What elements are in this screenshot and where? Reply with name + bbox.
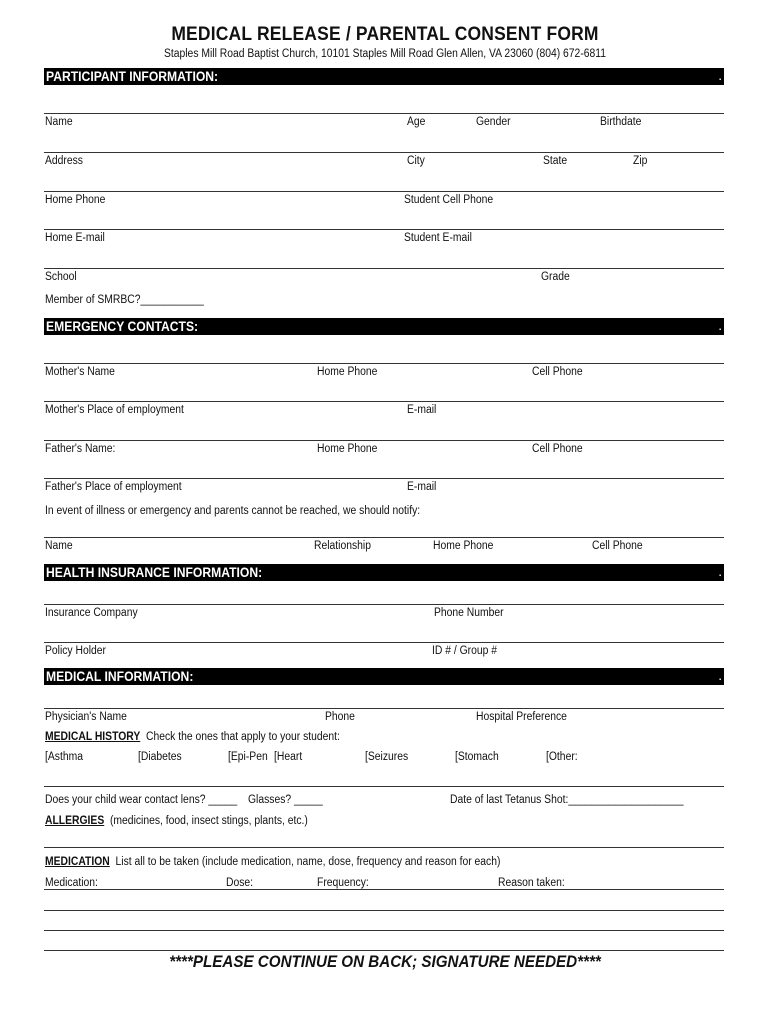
label-contact-lens[interactable]: Does your child wear contact lens? _____ [45, 794, 238, 806]
field-line[interactable] [44, 604, 724, 605]
medication-heading [45, 856, 500, 868]
label-tetanus[interactable]: Date of last Tetanus Shot:____________________ [450, 794, 684, 806]
church-address: Staples Mill Road Baptist Church, 10101 Staples Mill Road Glen Allen, VA 23060 (804) 672-6811 [163, 48, 607, 60]
label-member[interactable]: Member of SMRBC?___________ [45, 294, 204, 306]
form-title: MEDICAL RELEASE / PARENTAL CONSENT FORM [171, 24, 599, 45]
checkbox-bracket: [ [138, 751, 141, 763]
medical-history-label: MEDICAL HISTORY [45, 731, 141, 743]
label-gender: Gender [476, 116, 511, 128]
checkbox-bracket: [ [455, 751, 458, 763]
checkbox-stomach[interactable] [455, 751, 499, 763]
field-line[interactable] [44, 537, 724, 538]
label-insurance-phone: Phone Number [434, 607, 504, 619]
field-line[interactable] [44, 152, 724, 153]
label-student-cell: Student Cell Phone [404, 194, 494, 206]
field-line[interactable] [44, 401, 724, 402]
field-line[interactable] [44, 889, 724, 890]
condition-label: Diabetes [140, 751, 182, 763]
label-father-email: E-mail [407, 481, 437, 493]
label-home-email: Home E-mail [45, 232, 105, 244]
field-line[interactable] [44, 708, 724, 709]
label-home-phone: Home Phone [45, 194, 106, 206]
label-notify-cell-phone: Cell Phone [592, 540, 643, 552]
col-frequency: Frequency: [317, 877, 369, 889]
checkbox-diabetes[interactable] [138, 751, 182, 763]
medication-label: MEDICATION [45, 856, 110, 868]
condition-label: Seizures [367, 751, 409, 763]
label-notify-relationship: Relationship [314, 540, 371, 552]
label-city: City [407, 155, 425, 167]
label-insurance-company: Insurance Company [45, 607, 138, 619]
label-father-home-phone: Home Phone [317, 443, 378, 455]
label-father-cell-phone: Cell Phone [532, 443, 583, 455]
checkbox-bracket: [ [45, 751, 48, 763]
label-address: Address [45, 155, 83, 167]
label-mother-cell-phone: Cell Phone [532, 366, 583, 378]
checkbox-heart[interactable] [274, 751, 302, 763]
allergies-heading [45, 815, 308, 827]
continue-notice: ****PLEASE CONTINUE ON BACK; SIGNATURE NEEDED**** [169, 953, 601, 971]
field-line[interactable] [44, 229, 724, 230]
field-line[interactable] [44, 847, 724, 848]
field-line[interactable] [44, 642, 724, 643]
field-line[interactable] [44, 930, 724, 931]
col-dose: Dose: [226, 877, 254, 889]
checkbox-other[interactable] [546, 751, 578, 763]
checkbox-epi-pen[interactable] [228, 751, 268, 763]
label-mother-employment: Mother's Place of employment [45, 404, 184, 416]
label-glasses[interactable]: Glasses? _____ [248, 794, 323, 806]
medical-history-instruction: Check the ones that apply to your student: [146, 731, 340, 743]
medical-history-heading [45, 731, 340, 743]
col-reason: Reason taken: [498, 877, 565, 889]
field-line[interactable] [44, 191, 724, 192]
label-mother-name: Mother's Name [45, 366, 115, 378]
section-insurance: HEALTH INSURANCE INFORMATION: . [46, 564, 722, 580]
label-birthdate: Birthdate [600, 116, 642, 128]
field-line[interactable] [44, 440, 724, 441]
condition-label: Asthma [47, 751, 83, 763]
condition-label: Other: [548, 751, 578, 763]
label-notify-home-phone: Home Phone [433, 540, 494, 552]
section-emergency: EMERGENCY CONTACTS: . [46, 318, 722, 334]
label-id-group: ID # / Group # [432, 645, 498, 657]
label-school: School [45, 271, 77, 283]
field-line[interactable] [44, 478, 724, 479]
section-medical: MEDICAL INFORMATION: . [46, 668, 722, 684]
label-age: Age [407, 116, 426, 128]
condition-label: Epi-Pen [230, 751, 268, 763]
label-notify-name: Name [45, 540, 73, 552]
checkbox-bracket: [ [546, 751, 549, 763]
label-name: Name [45, 116, 73, 128]
label-hospital: Hospital Preference [476, 711, 567, 723]
label-mother-home-phone: Home Phone [317, 366, 378, 378]
checkbox-bracket: [ [365, 751, 368, 763]
checkbox-asthma[interactable] [45, 751, 83, 763]
checkbox-seizures[interactable] [365, 751, 408, 763]
field-line[interactable] [44, 950, 724, 951]
condition-label: Heart [276, 751, 303, 763]
label-state: State [543, 155, 568, 167]
label-policy-holder: Policy Holder [45, 645, 106, 657]
label-zip: Zip [633, 155, 648, 167]
field-line[interactable] [44, 786, 724, 787]
checkbox-bracket: [ [274, 751, 277, 763]
notify-instruction: In event of illness or emergency and parents cannot be reached, we should notify: [45, 505, 421, 517]
col-medication: Medication: [45, 877, 98, 889]
medication-instruction: List all to be taken (include medication, name, dose, frequency and reason for each) [115, 856, 501, 868]
field-line[interactable] [44, 113, 724, 114]
field-line[interactable] [44, 268, 724, 269]
allergies-instruction: (medicines, food, insect stings, plants, etc.) [109, 815, 308, 827]
allergies-label: ALLERGIES [45, 815, 105, 827]
label-student-email: Student E-mail [404, 232, 472, 244]
label-mother-email: E-mail [407, 404, 437, 416]
label-grade: Grade [541, 271, 570, 283]
label-physician-phone: Phone [325, 711, 355, 723]
label-physician: Physician's Name [45, 711, 127, 723]
field-line[interactable] [44, 363, 724, 364]
label-father-name: Father's Name: [45, 443, 116, 455]
section-participant: PARTICIPANT INFORMATION: . [46, 68, 722, 84]
checkbox-bracket: [ [228, 751, 231, 763]
condition-label: Stomach [457, 751, 499, 763]
field-line[interactable] [44, 910, 724, 911]
label-father-employment: Father's Place of employment [45, 481, 182, 493]
